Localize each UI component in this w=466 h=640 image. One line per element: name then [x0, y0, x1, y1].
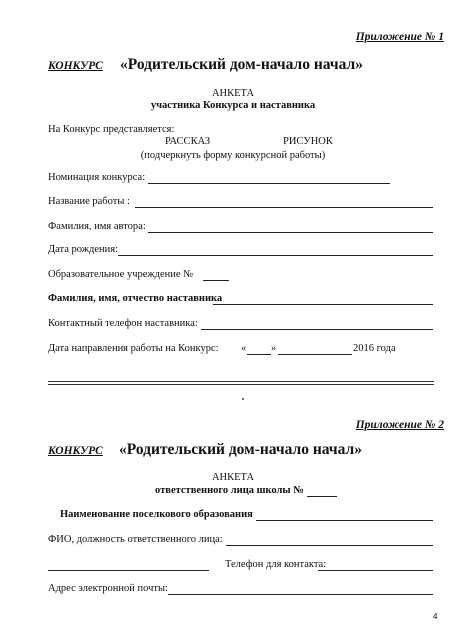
section-divider: [48, 381, 434, 382]
settlement-label: Наименование поселкового образования: [60, 509, 253, 520]
mentor-name-label: Фамилия, имя, отчество наставника: [48, 293, 223, 304]
author-name-label: Фамилия, имя автора:: [48, 221, 146, 232]
school-number-field-2[interactable]: [307, 496, 337, 497]
form-title-2: АНКЕТА: [211, 472, 255, 483]
email-field[interactable]: [168, 594, 433, 595]
nomination-label: Номинация конкурса:: [48, 172, 146, 183]
sent-date-quote-close: »: [271, 343, 277, 354]
phone-field[interactable]: [318, 570, 433, 571]
sent-date-month-field[interactable]: [278, 354, 352, 355]
contest-name-2: «Родительский дом-начало начал»: [119, 441, 362, 458]
appendix-1-label: Приложение № 1: [355, 31, 444, 43]
responsible-label: ФИО, должность ответственного лица:: [48, 534, 223, 545]
school-label: Образовательное учреждение №: [48, 269, 194, 280]
form-title: АНКЕТА: [211, 88, 255, 99]
sent-date-day-field[interactable]: [247, 354, 271, 355]
sent-date-label: Дата направления работы на Конкурс:: [48, 343, 219, 354]
presented-label: На Конкурс представляется:: [48, 124, 175, 135]
page-number: 4: [433, 612, 438, 621]
school-number-field[interactable]: [203, 280, 229, 281]
contest-name: «Родительский дом-начало начал»: [120, 56, 363, 73]
work-title-field[interactable]: [135, 207, 433, 208]
option-story: РАССКАЗ: [165, 136, 211, 147]
mentor-phone-label: Контактный телефон наставника:: [48, 318, 198, 329]
form-subtitle: участника Конкурса и наставника: [150, 100, 316, 111]
responsible-field[interactable]: [226, 545, 433, 546]
birth-date-field[interactable]: [118, 255, 433, 256]
option-drawing: РИСУНОК: [283, 136, 333, 147]
settlement-field[interactable]: [256, 520, 433, 521]
section-divider: [48, 384, 434, 385]
appendix-2-label: Приложение № 2: [355, 419, 444, 431]
birth-date-label: Дата рождения:: [48, 244, 119, 255]
form-subtitle-2: ответственного лица школы №: [155, 485, 304, 496]
contest-word-2: КОНКУРС: [48, 445, 103, 457]
email-label: Адрес электронной почты:: [48, 583, 168, 594]
sent-date-year: 2016 года: [353, 343, 396, 354]
sent-date-quote-open: «: [241, 343, 247, 354]
mentor-phone-field[interactable]: [201, 329, 433, 330]
contest-word: КОНКУРС: [48, 60, 103, 72]
phone-label: Телефон для контакта:: [225, 559, 327, 570]
speck: [242, 398, 244, 400]
mentor-name-field[interactable]: [213, 304, 433, 305]
underline-hint: (подчеркнуть форму конкурсной работы): [140, 150, 326, 161]
work-title-label: Название работы :: [48, 196, 130, 207]
nomination-field[interactable]: [148, 183, 390, 184]
contact-person-field[interactable]: [48, 570, 209, 571]
author-name-field[interactable]: [148, 232, 433, 233]
